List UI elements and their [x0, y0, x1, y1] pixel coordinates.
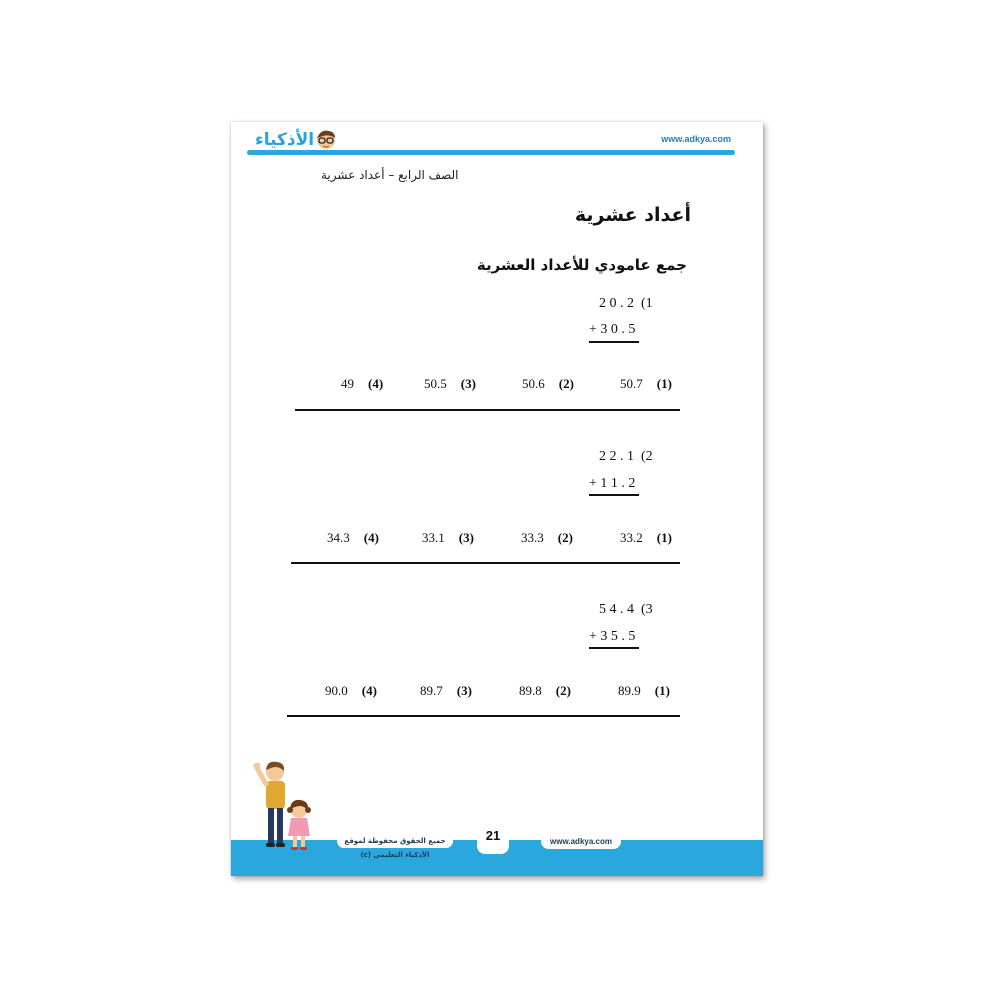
copyright-pill: جميع الحقوق محفوظة لموقع الأذكياء التعليمي (c)	[337, 834, 453, 848]
worksheet-subtitle: الصف الرابع – أعداد عشرية	[321, 168, 459, 182]
problem-3-option-4[interactable]	[325, 683, 395, 699]
option-value: 89.7	[420, 683, 443, 698]
problem-2-option-2[interactable]	[521, 530, 591, 546]
option-value: 34.3	[327, 530, 350, 545]
option-value: 50.7	[620, 376, 643, 391]
page-number: 21	[477, 822, 509, 854]
header-bar	[247, 150, 735, 155]
boy-face-icon	[315, 128, 337, 150]
option-value: 89.8	[519, 683, 542, 698]
problem-1-sum-rule	[589, 341, 639, 343]
problem-3-option-2[interactable]	[519, 683, 589, 699]
footer-site-url[interactable]: www.adkya.com	[541, 834, 621, 849]
option-number: (4)	[363, 530, 379, 545]
option-value: 90.0	[325, 683, 348, 698]
problem-2-option-3[interactable]	[422, 530, 492, 546]
option-value: 33.3	[521, 530, 544, 545]
problem-3-sum-rule	[589, 647, 639, 649]
option-value: 50.5	[424, 376, 447, 391]
problem-1-line2: + 3 0 . 5	[589, 322, 636, 337]
problem-2-line2: + 1 1 . 2	[589, 476, 636, 491]
option-number: (1)	[656, 530, 672, 545]
problem-1-option-2[interactable]	[522, 376, 592, 392]
option-number: (3)	[456, 683, 472, 698]
kids-illustration	[247, 754, 327, 854]
problem-3-line2: + 3 5 . 5	[589, 629, 636, 644]
problem-2-divider	[291, 562, 680, 564]
option-number: (4)	[368, 376, 384, 391]
option-number: (1)	[654, 683, 670, 698]
option-number: (4)	[361, 683, 377, 698]
problem-1-option-1[interactable]	[620, 376, 690, 392]
header-site-url[interactable]: www.adkya.com	[661, 134, 731, 144]
problem-1-line1: 2 0 . 2 (1	[599, 296, 653, 311]
problem-2-option-4[interactable]	[327, 530, 397, 546]
option-value: 49	[341, 376, 354, 391]
problem-1-option-3[interactable]	[424, 376, 494, 392]
option-value: 33.2	[620, 530, 643, 545]
option-number: (2)	[558, 376, 574, 391]
problem-3-divider	[287, 715, 680, 717]
option-number: (1)	[656, 376, 672, 391]
option-number: (3)	[458, 530, 474, 545]
problem-1-option-4[interactable]	[341, 376, 401, 392]
problem-2-option-1[interactable]	[620, 530, 690, 546]
option-value: 50.6	[522, 376, 545, 391]
option-number: (2)	[557, 530, 573, 545]
problem-3-option-1[interactable]	[618, 683, 688, 699]
option-value: 33.1	[422, 530, 445, 545]
problem-3-option-3[interactable]	[420, 683, 490, 699]
logo-text: الأذكياء	[255, 130, 315, 150]
problem-3-line1: 5 4 . 4 (3	[599, 602, 653, 617]
worksheet-title: أعداد عشرية	[574, 204, 691, 226]
problem-1-divider	[295, 409, 680, 411]
option-number: (2)	[555, 683, 571, 698]
problem-2-line1: 2 2 . 1 (2	[599, 449, 653, 464]
worksheet-page	[231, 122, 763, 876]
section-heading: جمع عامودي للأعداد العشرية	[476, 256, 687, 274]
problem-2-sum-rule	[589, 494, 639, 496]
option-value: 89.9	[618, 683, 641, 698]
option-number: (3)	[460, 376, 476, 391]
